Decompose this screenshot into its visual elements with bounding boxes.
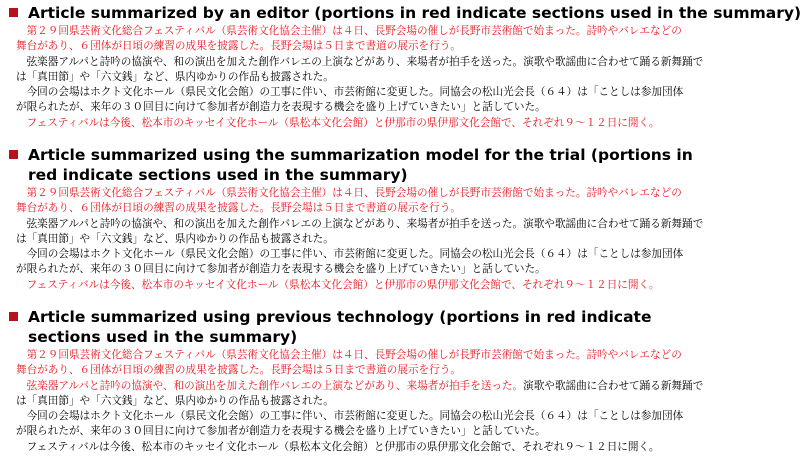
- summary-text-run: 第２９回県芸術文化総合フェスティバル（県芸術文化協会主催）は４日、長野会場の催しが長野市芸術館で始まった。詩吟やバレエなどの: [16, 25, 682, 37]
- article-line: [16, 201, 712, 216]
- summary-text-run: フェスティバルは今後、松本市のキッセイ文化ホール（県松本文化会館）と伊那市の県伊那文化会館で、それぞれ９～１２日に開く。: [16, 278, 660, 291]
- article-line: [16, 424, 712, 439]
- article-line: [16, 55, 712, 70]
- article-line: [16, 85, 712, 100]
- article-text-run: は「真田節」や「六文銭」など、県内ゆかりの作品も披露された。: [16, 394, 334, 407]
- article-text-run: 弦楽器アルパと詩吟の協演や、和の演出を加えた創作バレエの上演などがあり、来場者が拍手を送った。演歌や歌謡曲に合わせて踊る新舞踊で: [16, 217, 704, 230]
- article-line: [16, 247, 712, 262]
- article-body: [8, 186, 712, 293]
- article-line: [16, 232, 712, 247]
- article-line: [16, 440, 712, 455]
- article-text-run: フェスティバルは今後、松本市のキッセイ文化ホール（県松本文化会館）と伊那市の県伊那文化会館で、それぞれ９～１２日に開く。: [16, 440, 660, 453]
- article-text-run: 演歌や歌謡曲に合わせて踊る新舞踊で: [523, 379, 704, 392]
- square-bullet-icon: [9, 8, 18, 17]
- article-line: [16, 217, 712, 232]
- article-text-run: 今回の会場はホクト文化ホール（県民文化会館）の工事に伴い、市芸術館に変更した。同協会の松山光会長（６４）は「ことしは参加団体: [16, 248, 684, 261]
- summary-text-run: 舞台があり、６団体が日頃の練習の成果を披露した。長野会場は５日まで書道の展示を行う。: [16, 364, 461, 377]
- section-editor-summary: [8, 3, 801, 131]
- article-line: [16, 379, 712, 394]
- summary-text-run: 舞台があり、６団体が日頃の練習の成果を披露した。長野会場は５日まで書道の展示を行う。: [16, 202, 461, 215]
- section-heading: [8, 3, 801, 23]
- article-body: [8, 24, 712, 131]
- section-heading: [8, 145, 712, 185]
- section-heading-text: Article summarized using the summarization model for the trial (portions in red indicate sections used in the summary): [28, 146, 693, 184]
- article-line: [16, 24, 712, 39]
- article-line: [16, 363, 712, 378]
- section-heading-text: Article summarized using previous technology (portions in red indicate sections used in the summary): [28, 308, 652, 346]
- article-text-run: 今回の会場はホクト文化ホール（県民文化会館）の工事に伴い、市芸術館に変更した。同協会の松山光会長（６４）は「ことしは参加団体: [16, 410, 684, 423]
- article-line: [16, 348, 712, 363]
- summary-text-run: 舞台があり、６団体が日頃の練習の成果を披露した。長野会場は５日まで書道の展示を行う。: [16, 40, 461, 53]
- article-line: [16, 186, 712, 201]
- article-text-run: 今回の会場はホクト文化ホール（県民文化会館）の工事に伴い、市芸術館に変更した。同協会の松山光会長（６４）は「ことしは参加団体: [16, 86, 684, 99]
- article-line: [16, 262, 712, 277]
- article-text-run: が限られたが、来年の３０回目に向けて参加者が創造力を表現する機会を盛り上げていきたい」と話していた。: [16, 425, 546, 438]
- article-line: [16, 39, 712, 54]
- article-text-run: が限られたが、来年の３０回目に向けて参加者が創造力を表現する機会を盛り上げていきたい」と話していた。: [16, 101, 546, 114]
- article-line: [16, 100, 712, 115]
- article-line: [16, 278, 712, 293]
- article-line: [16, 394, 712, 409]
- article-line: [16, 70, 712, 85]
- article-line: [16, 409, 712, 424]
- summary-text-run: フェスティバルは今後、松本市のキッセイ文化ホール（県松本文化会館）と伊那市の県伊那文化会館で、それぞれ９～１２日に開く。: [16, 116, 660, 129]
- square-bullet-icon: [9, 312, 18, 321]
- summary-text-run: 第２９回県芸術文化総合フェスティバル（県芸術文化協会主催）は４日、長野会場の催しが長野市芸術館で始まった。詩吟やバレエなどの: [16, 187, 682, 199]
- article-body: [8, 348, 712, 455]
- summary-text-run: 第２９回県芸術文化総合フェスティバル（県芸術文化協会主催）は４日、長野会場の催しが長野市芸術館で始まった。詩吟やバレエなどの: [16, 349, 682, 361]
- section-heading: [8, 307, 712, 347]
- article-text-run: 弦楽器アルパと詩吟の協演や、和の演出を加えた創作バレエの上演などがあり、来場者が拍手を送った。演歌や歌謡曲に合わせて踊る新舞踊で: [16, 55, 704, 68]
- section-previous-technology-summary: [8, 307, 712, 455]
- summary-text-run: 弦楽器アルパと詩吟の協演や、和の演出を加えた創作バレエの上演などがあり、来場者が拍手を送った。: [16, 379, 524, 392]
- article-text-run: が限られたが、来年の３０回目に向けて参加者が創造力を表現する機会を盛り上げていきたい」と話していた。: [16, 263, 546, 276]
- section-trial-model-summary: [8, 145, 712, 293]
- article-line: [16, 116, 712, 131]
- section-heading-text: Article summarized by an editor (portions in red indicate sections used in the summary): [28, 4, 801, 22]
- article-text-run: は「真田節」や「六文銭」など、県内ゆかりの作品も披露された。: [16, 70, 334, 83]
- square-bullet-icon: [9, 150, 18, 159]
- article-text-run: は「真田節」や「六文銭」など、県内ゆかりの作品も披露された。: [16, 232, 334, 245]
